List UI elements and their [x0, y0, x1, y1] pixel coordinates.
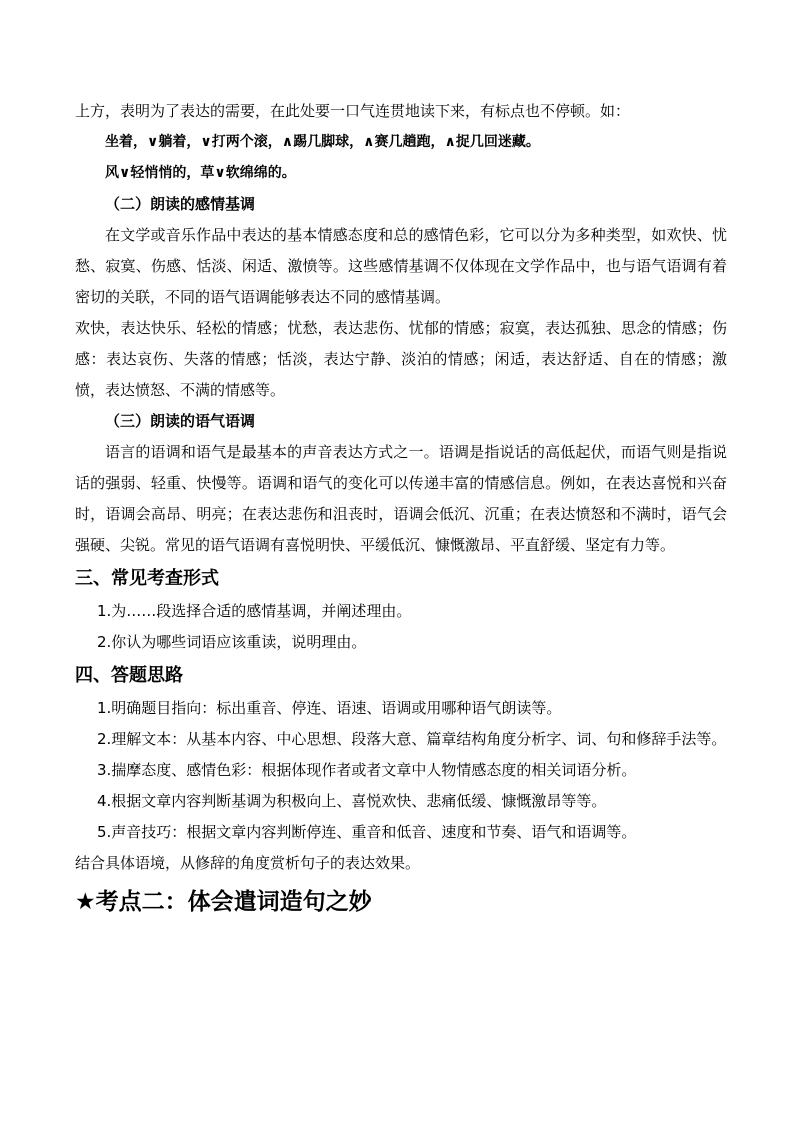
list-item: 1.明确题目指向：标出重音、停连、语速、语调或用哪种语气朗读等。 — [97, 699, 562, 717]
paragraph: 欢快，表达快乐、轻松的情感；忧愁，表达悲伤、忧郁的情感；寂寞，表达孤独、思念的情感；伤感：表达哀伤、失落的情感；恬淡，表达宁静、淡泊的情感；闲适，表达舒适、自在的情感；激愤，表达愤怒、不满的情感等。 — [75, 319, 727, 399]
list-item: 2.你认为哪些词语应该重读，说明理由。 — [97, 633, 367, 651]
note-line: 结合具体语境，从修辞的角度赏析句子的表达效果。 — [75, 854, 421, 872]
list-item: 2.理解文本：从基本内容、中心思想、段落大意、篇章结构角度分析字、词、句和修辞手法等。 — [97, 730, 727, 748]
example-line: 风∨轻悄悄的，草∨软绵绵的。 — [105, 165, 296, 181]
list-item: 5.声音技巧：根据文章内容判断停连、重音和低音、速度和节奏、语气和语调等。 — [97, 823, 637, 841]
section-heading: 三、常见考查形式 — [75, 568, 219, 589]
paragraph: 在文学或音乐作品中表达的基本情感态度和总的感情色彩，它可以分为多种类型，如欢快、忧愁、寂寞、伤感、恬淡、闲适、激愤等。这些感情基调不仅体现在文学作品中，也与语气语调有着密切的关联，不同的语气语调能够表达不同的感情基调。 — [75, 226, 727, 306]
document-page — [75, 96, 727, 919]
paragraph: 语言的语调和语气是最基本的声音表达方式之一。语调是指说话的高低起伏，而语气则是指说话的强弱、轻重、快慢等。语调和语气的变化可以传递丰富的情感信息。例如，在表达喜悦和兴奋时，语调会高昂、明亮；在表达悲伤和沮丧时，语调会低沉、沉重；在表达愤怒和不满时，语气会强硬、尖锐。常见的语气语调有喜悦明快、平缓低沉、慷慨激昂、平直舒缓、坚定有力等。 — [75, 443, 727, 554]
list-item: 4.根据文章内容判断基调为积极向上、喜悦欢快、悲痛低缓、慷慨激昂等等。 — [97, 792, 607, 810]
list-item: 3.揣摩态度、感情色彩：根据体现作者或者文章中人物情感态度的相关词语分析。 — [97, 761, 637, 779]
text-line: 上方，表明为了表达的需要，在此处要一口气连贯地读下来，有标点也不停顿。如： — [75, 102, 631, 120]
example-line: 坐着，∨躺着，∨打两个滚，∧踢几脚球，∧赛几趟跑，∧捉几回迷藏。 — [105, 134, 540, 150]
list-item: 1.为……段选择合适的感情基调，并阐述理由。 — [97, 602, 412, 620]
subsection-heading: （三）朗读的语气语调 — [105, 412, 256, 430]
subsection-heading: （二）朗读的感情基调 — [105, 195, 256, 213]
kaodian-heading: ★考点二：体会遣词造句之妙 — [75, 889, 372, 915]
section-heading: 四、答题思路 — [75, 665, 183, 686]
